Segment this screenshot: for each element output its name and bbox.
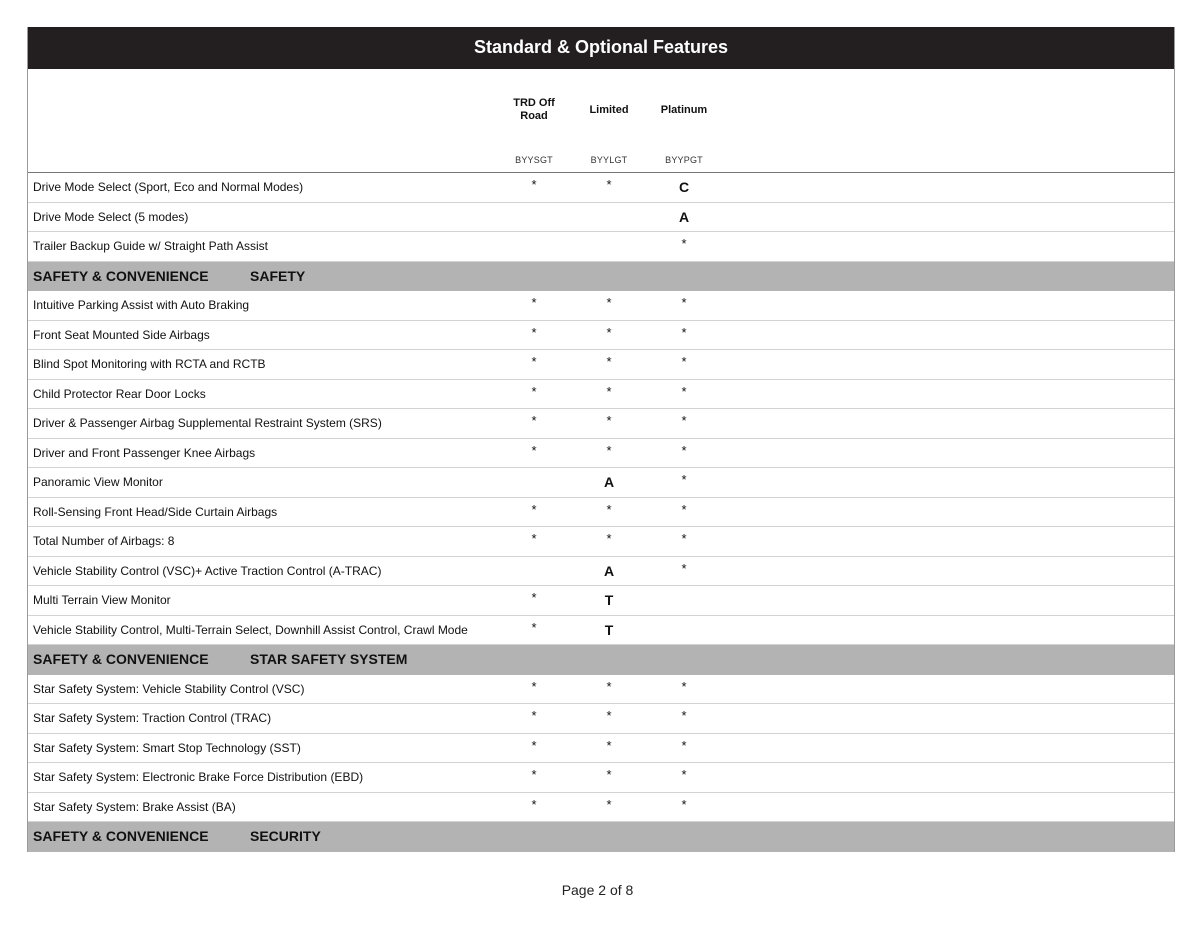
feature-label: Star Safety System: Brake Assist (BA) (33, 799, 236, 814)
table-row (28, 291, 1174, 321)
standard-mark: * (681, 767, 687, 782)
feature-label: Vehicle Stability Control (VSC)+ Active Traction Control (A-TRAC) (33, 563, 382, 578)
section-subcategory: SAFETY (250, 267, 306, 284)
feature-label: Total Number of Airbags: 8 (33, 534, 175, 548)
feature-label: Intuitive Parking Assist with Auto Braking (33, 298, 250, 312)
standard-mark: * (606, 531, 612, 546)
standard-mark: * (681, 442, 687, 458)
standard-mark: * (681, 383, 687, 399)
column-name-trd-off-road: TRD Off Road (513, 97, 555, 122)
standard-mark: * (531, 767, 537, 782)
standard-mark: * (531, 177, 537, 192)
standard-mark: * (606, 295, 612, 310)
standard-mark: * (681, 236, 687, 251)
standard-mark: * (606, 737, 612, 753)
feature-label: Drive Mode Select (Sport, Eco and Normal Modes) (33, 180, 304, 194)
feature-label: Star Safety System: Traction Control (TRAC) (33, 711, 272, 725)
section-subcategory: STAR SAFETY SYSTEM (250, 651, 408, 667)
section-category: SAFETY & CONVENIENCE (33, 267, 209, 284)
standard-mark: * (531, 383, 537, 399)
column-name-platinum: Platinum (660, 103, 708, 116)
standard-mark: * (681, 295, 687, 310)
standard-mark: * (681, 324, 687, 340)
section-header (28, 262, 1174, 292)
standard-mark: * (681, 678, 687, 694)
column-code-platinum: BYYPGT (665, 155, 703, 165)
standard-mark: * (681, 472, 687, 487)
standard-mark: * (681, 354, 687, 369)
feature-label: Multi Terrain View Monitor (33, 593, 171, 607)
option-code: T (604, 621, 614, 638)
standard-mark: * (531, 324, 537, 340)
standard-mark: * (606, 501, 612, 517)
table-row (28, 203, 1174, 233)
feature-label: Star Safety System: Smart Stop Technology (SST) (33, 740, 301, 755)
section-header (28, 645, 1174, 675)
option-code: T (604, 592, 614, 608)
feature-label: Roll-Sensing Front Head/Side Curtain Airbags (33, 504, 278, 519)
standard-mark: * (606, 324, 612, 340)
standard-mark: * (531, 442, 537, 458)
table-row (28, 439, 1174, 469)
standard-mark: * (681, 501, 687, 517)
table-row (28, 380, 1174, 410)
features-sheet (27, 27, 1175, 852)
standard-mark: * (681, 560, 687, 576)
standard-mark: * (606, 354, 612, 369)
standard-mark: * (531, 531, 537, 546)
standard-mark: * (606, 767, 612, 782)
column-header (28, 69, 1174, 173)
table-row (28, 409, 1174, 439)
feature-label: Blind Spot Monitoring with RCTA and RCTB (33, 357, 266, 371)
table-row (28, 734, 1174, 764)
standard-mark: * (531, 501, 537, 517)
table-row (28, 468, 1174, 498)
standard-mark: * (531, 413, 537, 428)
feature-label: Trailer Backup Guide w/ Straight Path Assist (33, 239, 268, 253)
section-subcategory: SECURITY (250, 828, 321, 844)
feature-label: Star Safety System: Electronic Brake Force Distribution (EBD) (33, 770, 364, 784)
table-row (28, 173, 1174, 203)
feature-label: Panoramic View Monitor (33, 475, 163, 489)
page-title: Standard & Optional Features (28, 27, 1174, 69)
standard-mark: * (681, 531, 687, 546)
section-header (28, 822, 1174, 852)
table-row (28, 350, 1174, 380)
feature-label: Star Safety System: Vehicle Stability Control (VSC) (33, 681, 305, 696)
standard-mark: * (606, 413, 612, 428)
standard-mark: * (531, 737, 537, 753)
table-row (28, 527, 1174, 557)
column-code-trd-off-road: BYYSGT (515, 155, 553, 165)
feature-label: Front Seat Mounted Side Airbags (33, 327, 210, 342)
option-code: A (603, 562, 615, 579)
feature-label: Vehicle Stability Control, Multi-Terrain Select, Downhill Assist Control, Crawl Mode (33, 622, 468, 637)
feature-table (28, 173, 1174, 852)
standard-mark: * (681, 737, 687, 753)
option-code: A (678, 208, 690, 225)
standard-mark: * (606, 383, 612, 399)
table-row (28, 704, 1174, 734)
standard-mark: * (681, 708, 687, 723)
table-row (28, 232, 1174, 262)
table-row (28, 498, 1174, 528)
column-code-limited: BYYLGT (590, 155, 628, 165)
standard-mark: * (606, 796, 612, 812)
feature-label: Driver & Passenger Airbag Supplemental Restraint System (SRS) (33, 416, 382, 430)
standard-mark: * (531, 678, 537, 694)
standard-mark: * (531, 354, 537, 369)
standard-mark: * (606, 177, 612, 192)
table-row (28, 616, 1174, 646)
standard-mark: * (606, 708, 612, 723)
table-row (28, 586, 1174, 616)
standard-mark: * (531, 796, 537, 812)
standard-mark: * (531, 619, 537, 635)
feature-label: Driver and Front Passenger Knee Airbags (33, 445, 256, 460)
section-category: SAFETY & CONVENIENCE (33, 651, 209, 667)
table-row (28, 321, 1174, 351)
table-row (28, 675, 1174, 705)
standard-mark: * (606, 678, 612, 694)
standard-mark: * (681, 796, 687, 812)
option-code: C (678, 179, 690, 195)
option-code: A (603, 474, 615, 490)
standard-mark: * (606, 442, 612, 458)
table-row (28, 793, 1174, 823)
standard-mark: * (681, 413, 687, 428)
standard-mark: * (531, 295, 537, 310)
column-name-limited: Limited (589, 103, 629, 116)
feature-label: Child Protector Rear Door Locks (33, 386, 206, 401)
section-category: SAFETY & CONVENIENCE (33, 828, 209, 844)
standard-mark: * (531, 590, 537, 605)
table-row (28, 557, 1174, 587)
table-row (28, 763, 1174, 793)
feature-label: Drive Mode Select (5 modes) (33, 209, 189, 224)
page-number: Page 2 of 8 (561, 882, 634, 898)
standard-mark: * (531, 708, 537, 723)
